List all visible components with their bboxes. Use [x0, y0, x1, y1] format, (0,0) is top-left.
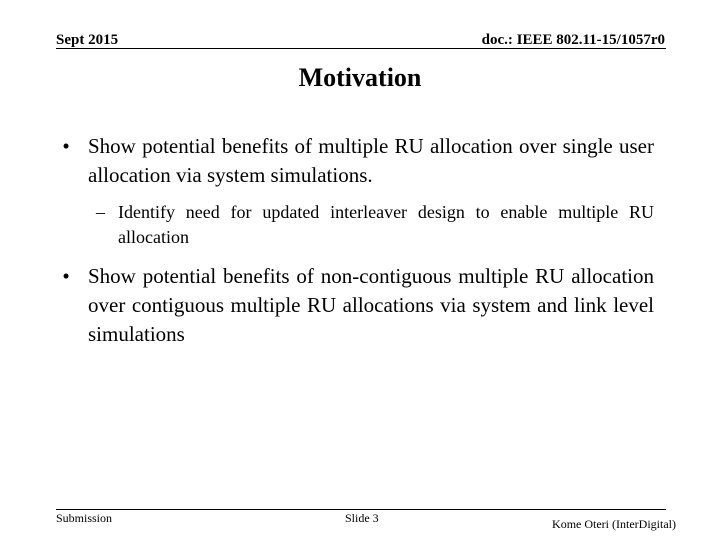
footer-divider: [56, 509, 666, 510]
dash-icon: –: [96, 202, 105, 222]
sub-bullet-text: Identify need for updated interleaver design to enable multiple RU allocation: [118, 202, 654, 247]
footer-submission: Submission: [56, 511, 113, 525]
bullet-dot-icon: •: [62, 264, 70, 288]
header-date: Sept 2015: [56, 32, 119, 48]
bullet-item: [56, 132, 654, 190]
footer-author: Kome Oteri (InterDigital): [552, 517, 676, 531]
bullet-text: Show potential benefits of multiple RU allocation over single user allocation via system simulations.: [88, 134, 654, 187]
bullet-item: [56, 262, 654, 349]
header-doc-id: doc.: IEEE 802.11-15/1057r0: [481, 32, 665, 48]
footer-slide-number: Slide 3: [345, 511, 379, 525]
slide-title: Motivation: [298, 63, 422, 92]
header-divider: [56, 48, 666, 49]
slide-body: [56, 132, 654, 359]
bullet-dot-icon: •: [62, 134, 70, 158]
sub-bullet-item: [56, 200, 654, 250]
bullet-text: Show potential benefits of non-contiguous multiple RU allocation over contiguous multiple RU allocations via system and link level simulations: [88, 264, 654, 346]
